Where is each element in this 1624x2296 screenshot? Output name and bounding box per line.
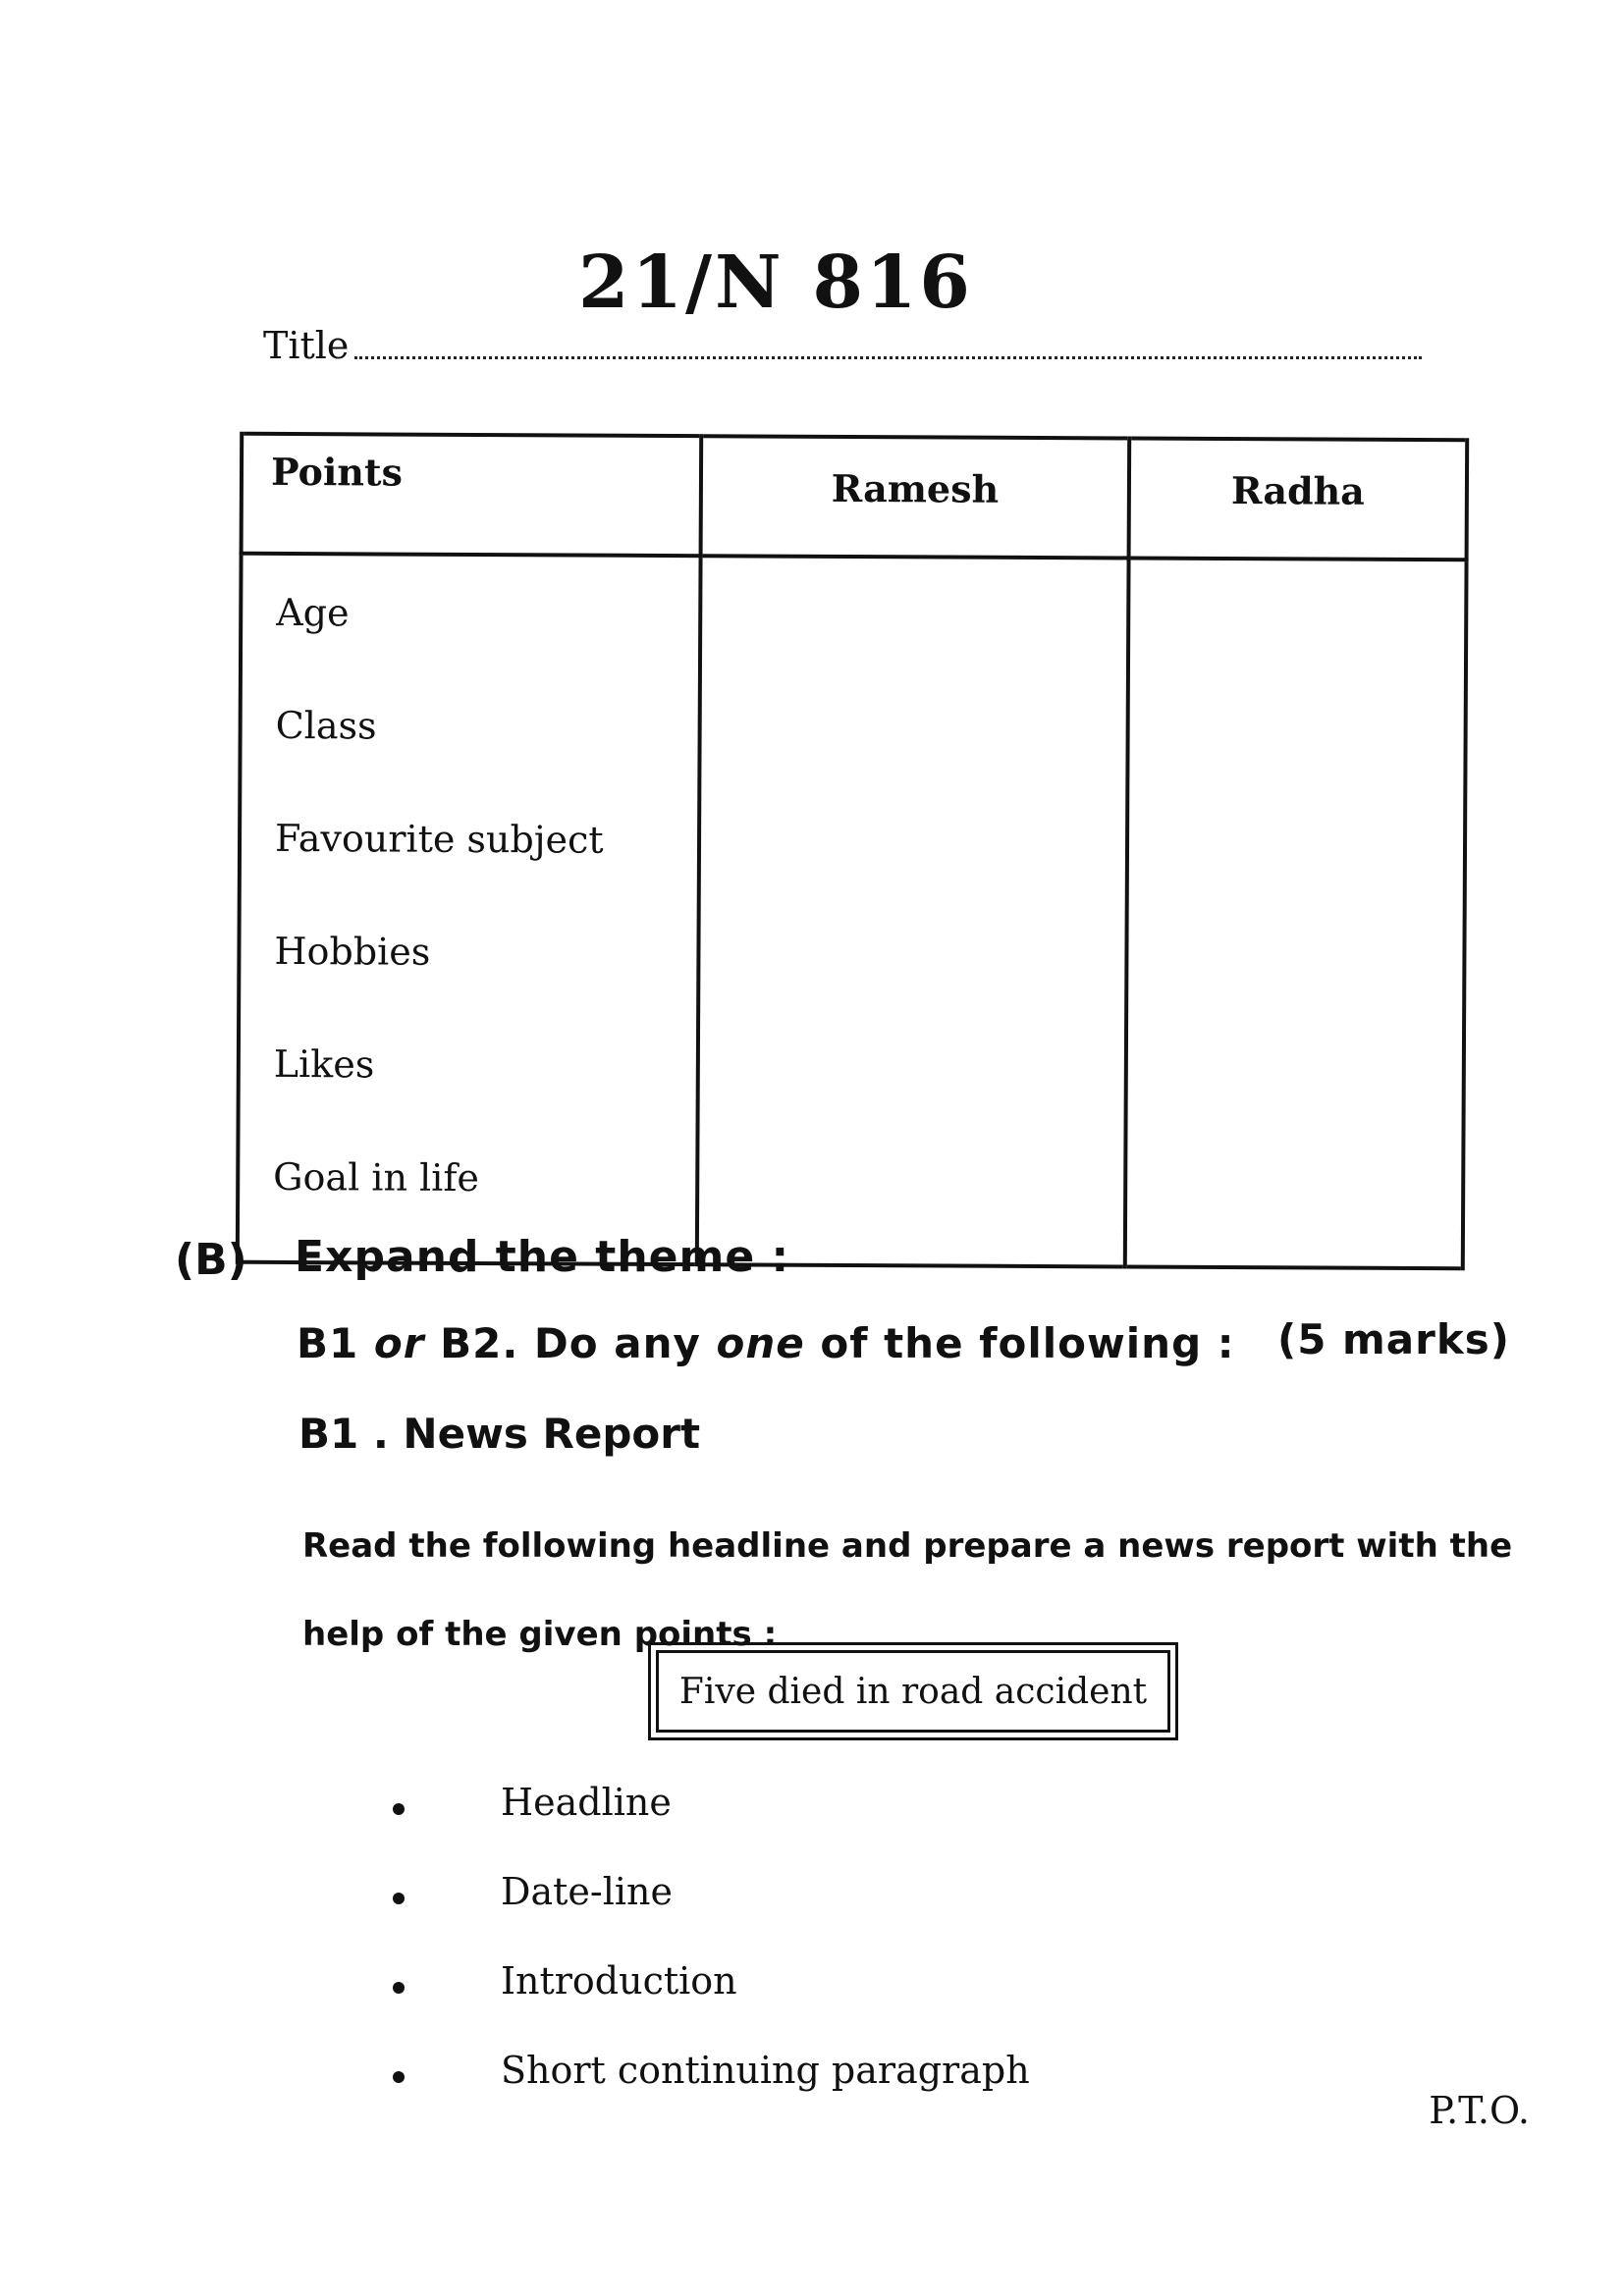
bullet-icon bbox=[393, 1803, 405, 1815]
point-goal-in-life: Goal in life bbox=[273, 1154, 480, 1201]
point-favourite-subject: Favourite subject bbox=[274, 816, 604, 862]
table-header-row bbox=[242, 434, 1468, 561]
bullet-icon bbox=[393, 2071, 405, 2083]
points-column bbox=[238, 554, 701, 1264]
given-point-paragraph: Short continuing paragraph bbox=[501, 2048, 1030, 2092]
paper-code: 21/N 816 bbox=[578, 240, 973, 325]
bullet-icon bbox=[393, 1893, 405, 1904]
ramesh-column bbox=[697, 556, 1129, 1266]
point-hobbies: Hobbies bbox=[274, 929, 431, 974]
given-points-list bbox=[393, 1757, 1030, 2114]
radha-column bbox=[1125, 558, 1467, 1268]
list-item bbox=[393, 1936, 1030, 2025]
title-blank bbox=[354, 356, 1422, 359]
table-body-row bbox=[238, 554, 1467, 1269]
point-likes: Likes bbox=[273, 1041, 375, 1087]
comparison-table bbox=[236, 432, 1469, 1271]
instruction-b2: B2. Do any bbox=[440, 1319, 701, 1367]
section-b-heading: Expand the theme : bbox=[295, 1232, 790, 1282]
pto-label: P.T.O. bbox=[1429, 2089, 1530, 2132]
section-b-instruction bbox=[297, 1319, 1235, 1367]
marks-label: (5 marks) bbox=[1277, 1315, 1510, 1363]
given-point-introduction: Introduction bbox=[501, 1958, 737, 2002]
section-b-label: (B) bbox=[175, 1235, 247, 1285]
bullet-icon bbox=[393, 1982, 405, 1994]
instruction-rest: of the following : bbox=[820, 1319, 1235, 1367]
list-item bbox=[393, 2025, 1030, 2114]
given-point-dateline: Date-line bbox=[501, 1869, 673, 1913]
point-age: Age bbox=[276, 590, 350, 635]
point-class: Class bbox=[275, 703, 377, 748]
title-label: Title bbox=[263, 324, 350, 367]
header-ramesh: Ramesh bbox=[701, 436, 1130, 558]
header-points: Points bbox=[242, 434, 702, 556]
title-line bbox=[263, 324, 1422, 367]
list-item bbox=[393, 1846, 1030, 1936]
header-radha: Radha bbox=[1129, 438, 1468, 560]
task-instruction: Read the following headline and prepare a news report with the help of the given points : bbox=[302, 1526, 1513, 1654]
b1-heading: B1 . News Report bbox=[298, 1410, 701, 1458]
list-item bbox=[393, 1757, 1030, 1846]
given-point-headline: Headline bbox=[501, 1780, 672, 1824]
headline-text: Five died in road accident bbox=[656, 1650, 1170, 1733]
headline-box bbox=[648, 1642, 1178, 1740]
instruction-b1: B1 bbox=[297, 1319, 359, 1367]
instruction-or: or bbox=[373, 1319, 425, 1367]
instruction-one: one bbox=[716, 1319, 805, 1367]
